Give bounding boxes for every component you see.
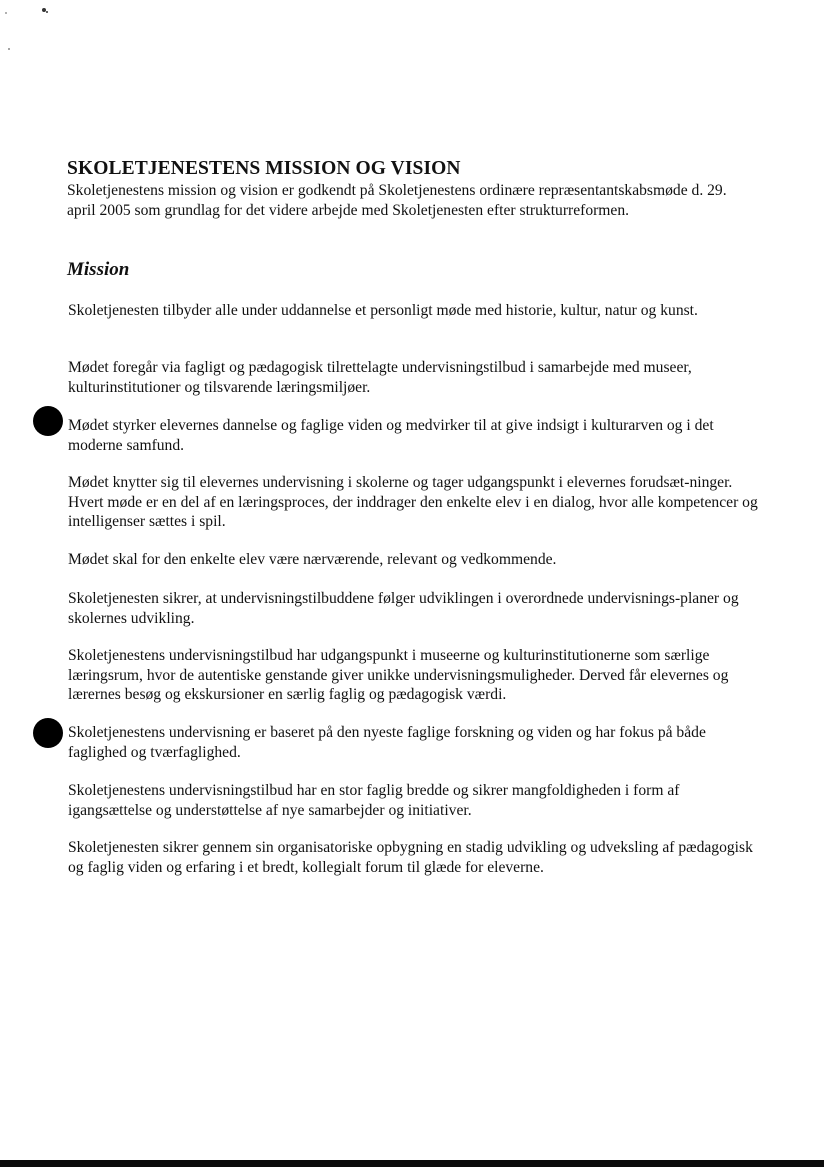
intro-paragraph: Skoletjenestens mission og vision er godkendt på Skoletjenestens ordinære repræsentantskabsmøde d. 29. april 2005 som grundlag for det videre arbejde med Skoletjenesten efter strukturreformen. xyxy=(67,182,727,219)
scan-speck xyxy=(46,11,48,13)
mission-paragraph: Mødet foregår via fagligt og pædagogisk tilrettelagte undervisningstilbud i samarbejde med museer, kulturinstitutioner og tilsvarende læringsmiljøer. xyxy=(68,359,692,396)
mission-paragraph: Skoletjenesten tilbyder alle under uddannelse et personligt møde med historie, kultur, natur og kunst. xyxy=(68,302,698,319)
page-title: SKOLETJENESTENS MISSION OG VISION xyxy=(67,158,461,179)
mission-paragraph: Skoletjenestens undervisningstilbud har udgangspunkt i museerne og kulturinstitutionerne som særlige læringsrum, hvor de autentiske genstande giver unikke undervisningsmuligheder. Derved får elevernes og lærernes besøg og ekskursioner en særlig faglig og pædagogisk værdi. xyxy=(68,647,729,703)
scan-speck xyxy=(5,12,7,14)
section-heading-mission: Mission xyxy=(67,259,130,280)
scan-speck xyxy=(8,48,10,50)
bullet-dot-icon xyxy=(33,718,63,748)
mission-paragraph: Skoletjenesten sikrer gennem sin organisatoriske opbygning en stadig udvikling og udveksling af pædagogisk og faglig viden og erfaring i et bredt, kollegialt forum til glæde for eleverne. xyxy=(68,839,753,876)
bullet-dot-icon xyxy=(33,406,63,436)
mission-paragraph: Skoletjenestens undervisning er baseret på den nyeste faglige forskning og viden og har fokus på både faglighed og tværfaglighed. xyxy=(68,724,706,761)
mission-paragraph: Skoletjenestens undervisningstilbud har en stor faglig bredde og sikrer mangfoldigheden i form af igangsættelse og understøttelse af nye samarbejder og initiativer. xyxy=(68,782,680,819)
mission-paragraph: Mødet skal for den enkelte elev være nærværende, relevant og vedkommende. xyxy=(68,551,557,568)
mission-paragraph: Mødet knytter sig til elevernes undervisning i skolerne og tager udgangspunkt i elevernes forudsæt-ninger. Hvert møde er en del af en læringsproces, der inddrager den enkelte elev i en dialog, hvor alle kompetencer og intelligenser sættes i spil. xyxy=(68,474,758,530)
mission-paragraph: Mødet styrker elevernes dannelse og faglige viden og medvirker til at give indsigt i kulturarven og i det moderne samfund. xyxy=(68,417,714,454)
mission-paragraph: Skoletjenesten sikrer, at undervisningstilbuddene følger udviklingen i overordnede undervisnings-planer og skolernes udvikling. xyxy=(68,590,739,627)
scan-bottom-edge xyxy=(0,1160,824,1167)
